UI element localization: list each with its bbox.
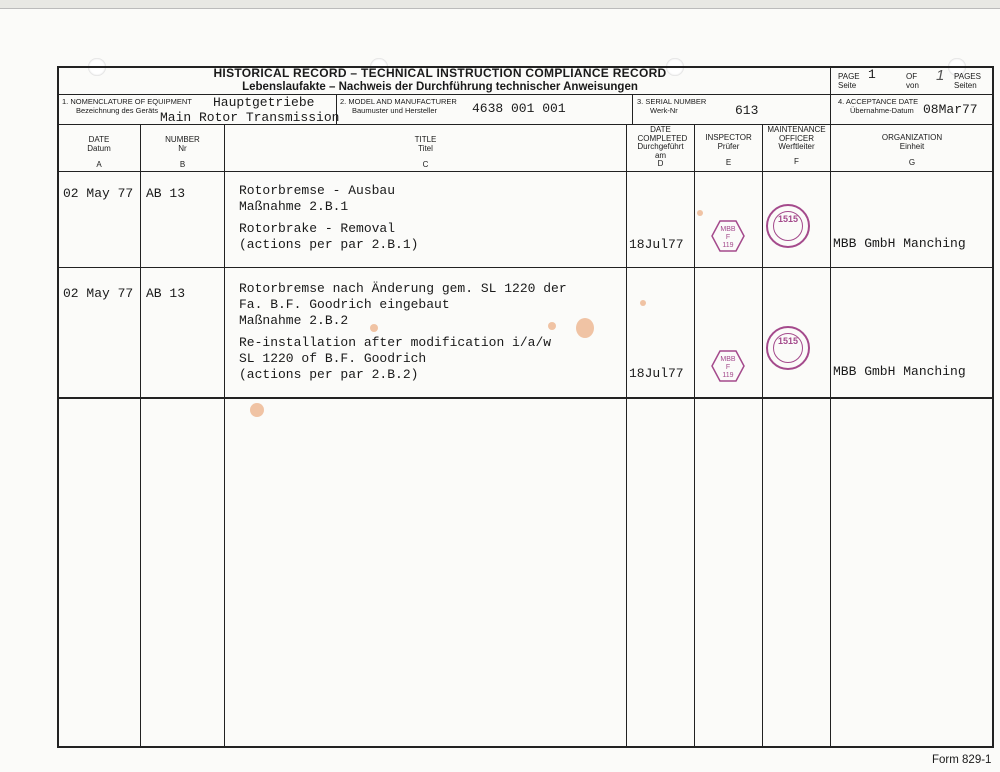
acceptance-label: 4. ACCEPTANCE DATE <box>838 97 919 106</box>
col-header-date: DATE Datum A <box>87 135 111 169</box>
page-label: PAGE <box>838 72 860 81</box>
serial-label: 3. SERIAL NUMBER <box>637 97 707 106</box>
form-number: Form 829-1 <box>932 754 992 766</box>
col-header-inspector: INSPECTOR Prüfer E <box>705 133 752 167</box>
paper-stain <box>250 403 264 417</box>
row1-number: AB 13 <box>146 186 186 201</box>
page-value: 1 <box>868 67 876 82</box>
row1-title-en: Rotorbrake - Removal (actions per par 2.B.1) <box>239 221 419 252</box>
row1-inspector-stamp: MBB F 119 <box>711 219 745 253</box>
col-header-organization: ORGANIZATION Einheit G <box>881 133 943 167</box>
form-title <box>160 66 720 94</box>
col-header-maintenance-officer: MAINTENANCE OFFICER Werftleiter F <box>767 125 826 166</box>
row2-date-completed: 18Jul77 <box>629 366 684 381</box>
col-header-title: TITLE Titel C <box>414 135 437 169</box>
serial-value: 613 <box>735 103 759 118</box>
of-label-de: von <box>906 81 919 90</box>
of-label: OF <box>906 72 918 81</box>
nomenclature-label: 1. NOMENCLATURE OF EQUIPMENT <box>62 97 192 106</box>
model-label-de: Baumuster und Hersteller <box>352 106 438 115</box>
row1-date-completed: 18Jul77 <box>629 237 684 252</box>
serial-label-de: Werk-Nr <box>650 106 678 115</box>
pages-label: PAGES <box>954 72 981 81</box>
paper-stain <box>548 322 556 330</box>
row2-title-de: Rotorbremse nach Änderung gem. SL 1220 der Fa. B.F. Goodrich eingebaut Maßnahme 2.B.2 <box>239 281 567 328</box>
page-counter <box>838 67 990 93</box>
nomenclature-value-de: Hauptgetriebe <box>213 95 315 110</box>
paper-stain <box>370 324 378 332</box>
acceptance-label-de: Übernahme-Datum <box>850 106 914 115</box>
row2-officer-stamp: 1515 <box>766 326 810 370</box>
row2-inspector-stamp: MBB F 119 <box>711 349 745 383</box>
row2-title-en: Re-installation after modification i/a/w SL 1220 of B.F. Goodrich (actions per par 2.B.2) <box>239 335 552 382</box>
row1-organization: MBB GmbH Manching <box>833 236 966 251</box>
title-de: Lebenslaufakte – Nachweis der Durchführung technischer Anweisungen <box>242 81 638 93</box>
page-label-de: Seite <box>838 81 857 90</box>
row2-organization: MBB GmbH Manching <box>833 364 966 379</box>
model-label: 2. MODEL AND MANUFACTURER <box>340 97 457 106</box>
paper-stain <box>697 210 703 216</box>
nomenclature-value-en: Main Rotor Transmission <box>160 110 340 125</box>
pages-label-de: Seiten <box>954 81 977 90</box>
row1-title-de: Rotorbremse - Ausbau Maßnahme 2.B.1 <box>239 183 396 214</box>
row2-date: 02 May 77 <box>63 286 134 301</box>
paper-stain <box>576 318 594 338</box>
col-header-date-completed: DATE COMPLETED Durchgeführt am D <box>637 125 688 168</box>
row1-date: 02 May 77 <box>63 186 134 201</box>
row1-officer-stamp: 1515 <box>766 204 810 248</box>
of-value: 1 <box>936 67 945 84</box>
model-value: 4638 001 001 <box>472 101 566 116</box>
acceptance-value: 08Mar77 <box>923 102 978 117</box>
paper-stain <box>640 300 646 306</box>
col-header-number: NUMBER Nr B <box>165 135 200 169</box>
top-edge <box>0 0 1000 9</box>
nomenclature-label-de: Bezeichnung des Geräts <box>76 106 159 115</box>
title-en: HISTORICAL RECORD – TECHNICAL INSTRUCTION COMPLIANCE RECORD <box>213 66 667 80</box>
row2-number: AB 13 <box>146 286 186 301</box>
